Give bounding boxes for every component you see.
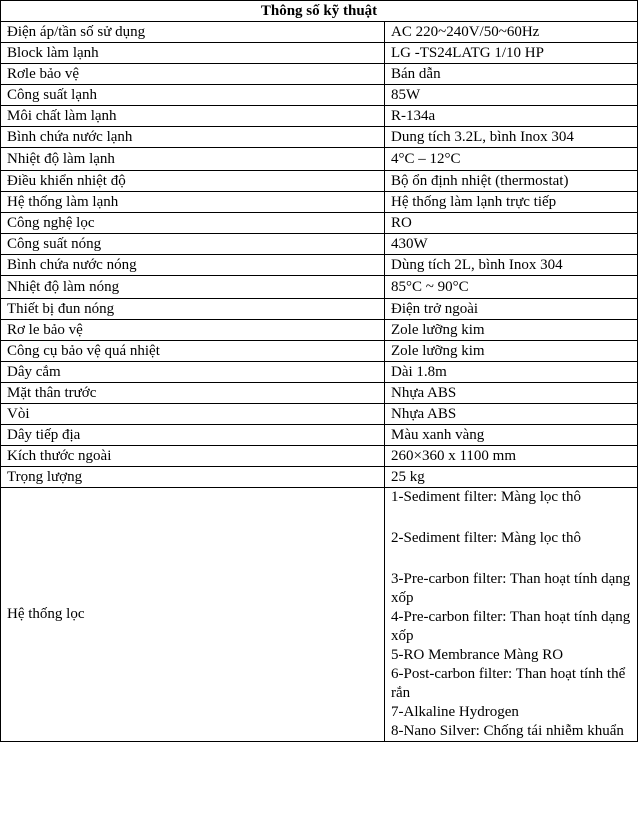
spec-label: Bình chứa nước lạnh	[1, 127, 385, 148]
spec-label: Điều khiển nhiệt độ	[1, 171, 385, 192]
spec-label: Dây tiếp địa	[1, 425, 385, 446]
spec-value: R-134a	[385, 106, 638, 127]
spec-label: Mặt thân trước	[1, 383, 385, 404]
spec-label: Trọng lượng	[1, 467, 385, 488]
spec-label: Nhiệt độ làm nóng	[1, 276, 385, 299]
spec-label: Công cụ bảo vệ quá nhiệt	[1, 341, 385, 362]
spec-label: Điện áp/tần số sử dụng	[1, 22, 385, 43]
filter-item-8: 8-Nano Silver: Chống tái nhiễm khuẩn	[391, 723, 624, 739]
spec-value: AC 220~240V/50~60Hz	[385, 22, 638, 43]
filter-list	[385, 488, 638, 742]
table-row	[1, 234, 638, 255]
filter-row	[1, 488, 638, 742]
spec-value: Dài 1.8m	[385, 362, 638, 383]
table-row	[1, 341, 638, 362]
table-row	[1, 299, 638, 320]
table-row	[1, 43, 638, 64]
table-row	[1, 85, 638, 106]
spec-value: LG -TS24LATG 1/10 HP	[385, 43, 638, 64]
spec-label: Công suất nóng	[1, 234, 385, 255]
table-row	[1, 404, 638, 425]
table-row	[1, 192, 638, 213]
table-row	[1, 106, 638, 127]
table-row	[1, 276, 638, 299]
table-row	[1, 213, 638, 234]
spec-value: Bán dẫn	[385, 64, 638, 85]
filter-item-3: 3-Pre-carbon filter: Than hoạt tính dạng xốp	[391, 571, 631, 606]
table-row	[1, 383, 638, 404]
table-header-row	[1, 1, 638, 22]
table-row	[1, 64, 638, 85]
spec-value: Dùng tích 2L, bình Inox 304	[385, 255, 638, 276]
table-row	[1, 255, 638, 276]
spec-value: Zole lưỡng kim	[385, 320, 638, 341]
filter-item-1: 1-Sediment filter: Màng lọc thô	[391, 489, 581, 505]
spec-value: RO	[385, 213, 638, 234]
spec-label: Dây cắm	[1, 362, 385, 383]
filter-item-7: 7-Alkaline Hydrogen	[391, 704, 519, 720]
table-row	[1, 148, 638, 171]
spec-label: Rơ le bảo vệ	[1, 320, 385, 341]
filter-item-5: 5-RO Membrance Màng RO	[391, 647, 564, 663]
table-row	[1, 127, 638, 148]
spec-label: Block làm lạnh	[1, 43, 385, 64]
table-row	[1, 362, 638, 383]
spec-value: 430W	[385, 234, 638, 255]
spec-label: Công nghệ lọc	[1, 213, 385, 234]
spec-value: Zole lưỡng kim	[385, 341, 638, 362]
spec-body	[1, 22, 638, 742]
spec-label: Môi chất làm lạnh	[1, 106, 385, 127]
table-row	[1, 467, 638, 488]
spec-value: Hệ thống làm lạnh trực tiếp	[385, 192, 638, 213]
filter-item-6: 6-Post-carbon filter: Than hoạt tính thể rắn	[391, 666, 626, 701]
filter-item-4: 4-Pre-carbon filter: Than hoạt tính dạng xốp	[391, 609, 631, 644]
filter-item-2: 2-Sediment filter: Màng lọc thô	[391, 530, 581, 546]
filter-label: Hệ thống lọc	[1, 488, 385, 742]
spec-value: 260×360 x 1100 mm	[385, 446, 638, 467]
spec-label: Công suất lạnh	[1, 85, 385, 106]
spec-label: Thiết bị đun nóng	[1, 299, 385, 320]
spec-value: Nhựa ABS	[385, 404, 638, 425]
spec-label: Hệ thống làm lạnh	[1, 192, 385, 213]
spec-value: Nhựa ABS	[385, 383, 638, 404]
spec-value: Bộ ổn định nhiệt (thermostat)	[385, 171, 638, 192]
table-row	[1, 446, 638, 467]
spec-label: Rơle bảo vệ	[1, 64, 385, 85]
spec-label: Nhiệt độ làm lạnh	[1, 148, 385, 171]
table-row	[1, 22, 638, 43]
spec-value: 85°C ~ 90°C	[385, 276, 638, 299]
spec-label: Vòi	[1, 404, 385, 425]
spec-value: Màu xanh vàng	[385, 425, 638, 446]
spec-label: Bình chứa nước nóng	[1, 255, 385, 276]
table-title: Thông số kỹ thuật	[1, 1, 638, 22]
spec-value: 25 kg	[385, 467, 638, 488]
spec-label: Kích thước ngoài	[1, 446, 385, 467]
spec-value: Dung tích 3.2L, bình Inox 304	[385, 127, 638, 148]
spec-value: 85W	[385, 85, 638, 106]
table-row	[1, 425, 638, 446]
spec-value: Điện trở ngoài	[385, 299, 638, 320]
table-row	[1, 320, 638, 341]
table-row	[1, 171, 638, 192]
spec-value: 4°C – 12°C	[385, 148, 638, 171]
